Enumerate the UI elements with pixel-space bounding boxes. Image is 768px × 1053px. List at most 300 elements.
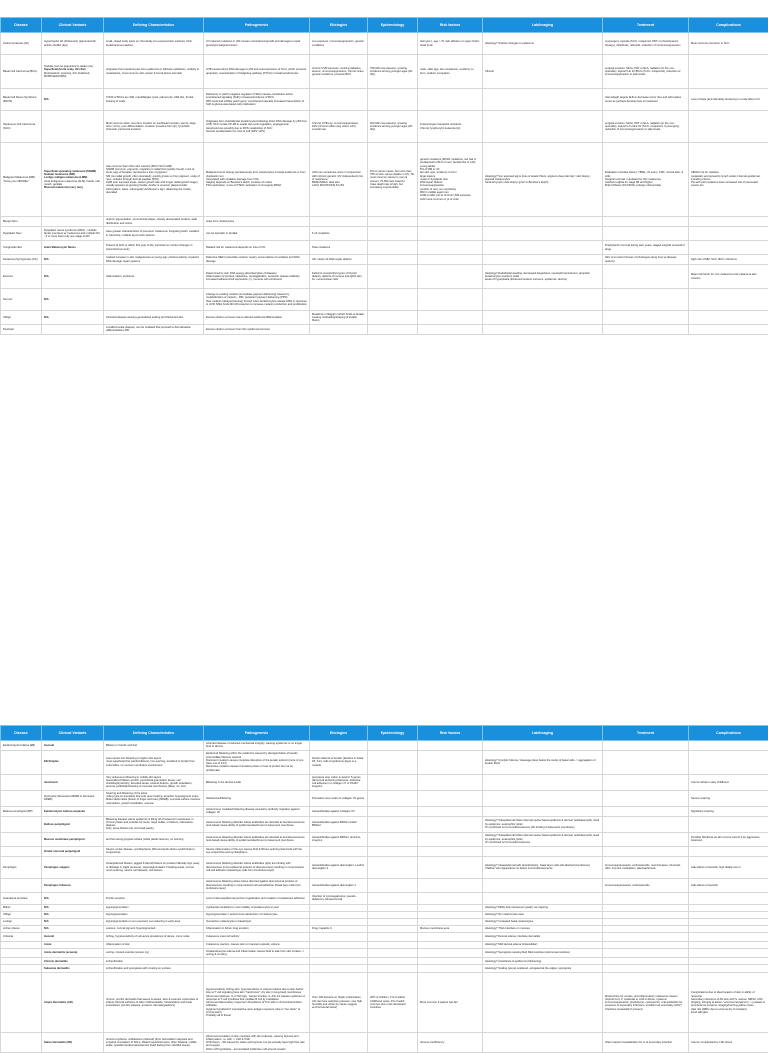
table-cell — [368, 289, 418, 311]
table-cell — [310, 941, 368, 948]
table-cell: Lichen planus — [1, 925, 42, 932]
table-cell: Sublaminar/blistering — [204, 790, 310, 806]
table-cell: Malignant tumor arising spontaneously from melanocytes in basal epidermis or from dysplastic nevi Associated with oxidative damage from UVA Staging depends on Breslow's depth, invasion of nodes P16 inactivation / Loss of PTEN / activation of oncogenic BRAF — [204, 143, 310, 217]
table-cell — [310, 932, 368, 941]
table-cell — [483, 806, 603, 816]
table-cell — [418, 911, 483, 918]
table-cell: Histology? Endothelial swelling, decreased langerhans, neutrophil recruitment, apoptotic keratinocytes (sunburn cells) areas of hyperplasia (thickened stratum corneum, epidermis, dermis) — [483, 265, 603, 289]
table-cell: Congenital Nevi — [1, 241, 42, 255]
column-header: Disease — [1, 726, 42, 741]
table-cell — [603, 217, 689, 227]
table-cell: Mucous membrane pemphigoid — [42, 832, 104, 846]
table-cell — [603, 750, 689, 774]
table-cell: Nodular (can be pigmented in darker pts) Superficial (trunk scaly, thin flat) Morpheaform (scarring, thin ill-defined, MORPHEAFORM) — [42, 55, 104, 89]
table-cell — [603, 774, 689, 790]
table-cell — [603, 918, 689, 925]
table-cell: Epidermolysis bullosa (EB) — [1, 741, 42, 751]
table-cell: Bullous pemphigoid — [42, 816, 104, 832]
table-cell — [483, 774, 603, 790]
table-cell: Evaluation includes history, TBSE, LN exam, CXR, normal labs, & LDH Surgical removal: mandated for thin melanoma Interferon-alpha for stage IIB and higher Braf inhibitors (PLX4032) undergo clinical trials — [603, 143, 689, 217]
table-cell — [368, 806, 418, 816]
table-cell: Eczema — [1, 265, 42, 289]
table-cell: Ocular mucosal pemphigoid — [42, 846, 104, 856]
table-cell — [689, 948, 768, 958]
table-row — [1, 911, 768, 918]
table-cell: Can be complicated by LSD ulcers — [689, 1033, 768, 1053]
column-header: Etiologies — [310, 18, 368, 33]
table-cell: Arise from melanocytes — [204, 217, 310, 227]
table-cell: Basal Cell Carcinoma (BCC) — [1, 55, 42, 89]
table-cell — [310, 965, 368, 973]
table-cell: Dysplastic nevus syndrome (DNS) - multiple family members w/ melanoma and multiple DN - 5 or more have only one stage of DN — [42, 227, 104, 241]
table-cell: cryosurgery, topicals (5-FU, imiquimod, PDT or photodynamic therapy), diclofenac, retinoids, reduction of immunosuppression — [603, 33, 689, 55]
table-cell — [689, 892, 768, 904]
table-cell — [603, 904, 689, 911]
table-cell: Pruritic eruption — [104, 892, 204, 904]
disease-table-part-1 — [0, 17, 768, 335]
table-row — [1, 255, 768, 265]
table-cell: premature stop codon in laminin 5 genes (abnormal anchoring filaments, defective cell adhesion) or collagen 17 or PA-B4 integrins — [310, 774, 368, 790]
table-cell — [1, 958, 42, 965]
table-cell: Histology? Dermal edema; interface dermatitis — [483, 932, 603, 941]
table-cell: N/A — [42, 311, 104, 325]
table-cell: Pemphigus foliaceus — [42, 878, 104, 892]
table-cell: N/A — [42, 255, 104, 265]
table-row — [1, 948, 768, 958]
table-cell — [689, 325, 768, 335]
table-cell: skin type I, age > 70, fair/ albinism or upper limbs/ head trunk — [418, 33, 483, 55]
table-cell: Inflammation, erythema — [104, 265, 204, 289]
table-cell — [483, 311, 603, 325]
table-cell: Histology? Increased basal melanocytes — [483, 918, 603, 925]
table-cell: Intraepidermal blisters, jagged & flaccid blisters on positive Nikolsky sign (easy to dislodge or slight pressure). Hyperpigmentation if healing areas, not too much scarring. severe nail disease, oral lesions — [104, 856, 204, 878]
table-cell: Blistering disease where epidermis is lifting off of basement membrane; in chronic phase and possible for tense, large bullae, in blisters, edematous plaques itchy, tense blisters (do not break easily) — [104, 816, 204, 832]
table-cell — [1, 1033, 42, 1053]
table-row — [1, 925, 768, 932]
table-cell — [689, 904, 768, 911]
table-cell: chronic, pruritic dermatitis that waxes & wanes; face & extensor extremities of infants; flexural surfaces of older children/adults; Infant/elderly and linear excoriations (pruritic plaques, erosions, dermatographism) — [104, 973, 204, 1033]
table-cell — [42, 325, 104, 335]
table-cell: N/A — [42, 89, 104, 111]
table-row — [1, 241, 768, 255]
table-cell — [483, 289, 603, 311]
table-cell — [689, 918, 768, 925]
table-cell — [418, 958, 483, 965]
table-cell: Blisters on hands and feet — [104, 741, 204, 751]
table-cell — [310, 1033, 368, 1053]
column-header: Epidemiology — [368, 18, 418, 33]
table-cell — [418, 965, 483, 973]
table-cell: Localized scale plaques, can be modeled that proceed to dermabrasion (differentiation) MFI — [104, 325, 204, 335]
column-header: Etiologies — [310, 726, 368, 741]
table-cell: Present at birth or within first year of life; important to monitor changes in size/color/symmetry — [104, 241, 204, 255]
table-cell: Can be lethal in early childhood — [689, 774, 768, 790]
table-cell: Less severe but blistering to higher skin layers most superficial (but painful blisters), non-scarring, localized to border from extremities, no mucous membrane involvement — [104, 750, 204, 774]
table-cell — [418, 832, 483, 846]
table-cell — [689, 816, 768, 832]
column-header: Treatment — [603, 726, 689, 741]
table-cell: uniform pigmentation, symmetrical shape, sharply demarcated borders, wide distribution and colors — [104, 217, 204, 227]
table-cell — [1, 774, 42, 790]
table-cell: oozing, crusted vesicles (poison ivy) — [104, 948, 204, 958]
table-cell: Vitiligo — [1, 311, 42, 325]
table-cell: and fine along gingival surface (white plastic lesions), no scarring — [104, 832, 204, 846]
table-cell — [603, 911, 689, 918]
table-cell — [368, 878, 418, 892]
table-cell: TONS of BCCs as child, mandible/jaw cysts, palmar pits, bifid ribs, frontal bossing of scalp — [104, 89, 204, 111]
table-row — [1, 856, 768, 878]
table-cell: Basal Cell Nevus Syndrome (BCNS) — [1, 89, 42, 111]
table-cell: Excess stratum corneum due to altered epidermal differentiation — [204, 311, 310, 325]
table-cell — [603, 958, 689, 965]
table-cell: Defective NER (nucleotide excision repair), accumulation of oxidative and DNA damage — [204, 255, 310, 265]
table-cell: Loss of taste (and ultimately lessening in a side effect of it — [689, 89, 768, 111]
table-cell — [310, 958, 368, 965]
table-cell — [104, 289, 204, 311]
table-cell — [310, 948, 368, 958]
table-row — [1, 89, 768, 111]
table-cell — [689, 958, 768, 965]
table-cell: Severe scarring — [689, 790, 768, 806]
table-cell — [310, 846, 368, 856]
table-cell: High risk of MM, SCC, BCC; infections — [689, 255, 768, 265]
disease-table-part-2 — [0, 725, 768, 1053]
table-cell: side effects of steroids — [689, 878, 768, 892]
table-cell — [368, 265, 418, 289]
table-cell: Histology? Intraepidermal split (acantholysis), basal layer cells still attached (tombstone) Children who appearance w/ detect immunofluorescence — [483, 856, 603, 878]
table-cell — [418, 741, 483, 751]
table-cell: Sun tan — [1, 289, 42, 311]
table-cell — [1, 965, 42, 973]
table-cell — [418, 289, 483, 311]
table-cell — [418, 255, 483, 265]
table-cell: Epidermolysis bullosa acquisita — [42, 806, 104, 816]
table-cell: Loss of dermoepidermal junction organization and mutation of sebaceous adhesion — [204, 892, 310, 904]
table-cell — [368, 227, 418, 241]
table-row — [1, 750, 768, 774]
table-cell — [418, 265, 483, 289]
table-cell — [1, 816, 42, 832]
table-cell: Autoantibodies against Collagen VII — [310, 806, 368, 816]
table-cell: can be sporadic or familial — [204, 227, 310, 241]
table-cell: Chronic UVB exp, immunosuppressive, HPV (chronic inflam (leg ulcers, HIV), xeroderma) — [310, 111, 368, 143]
table-cell — [418, 878, 483, 892]
table-cell: Scarring and blistering of the joints milia (cysts on knuckles) that scar upon healing; atrophic/ hyperpigment scars, Mitten deformities (fusion of finger and toes) (RDEB), mucosal surface involves: malnutrition, growth retardation, anemia — [104, 790, 204, 806]
table-cell — [418, 325, 483, 335]
table-cell: Inflammation of skin — [104, 941, 204, 948]
table-cell — [689, 965, 768, 973]
table-cell: Keratin defects w/ keratin (keratins in basal K5, K14, cells of epidermis (layer is a mutant) — [310, 750, 368, 774]
table-cell: surgical excision, Mohs, PDT or ELA, radiation (in the non-operable), topical 5-fu for BCCs (5-FU, imiquimod), reduction of immunosuppression to safe levels — [603, 55, 689, 89]
table-cell: Autoimmune mediated blistering disease caused by antibody migration against collagen VII — [204, 806, 310, 816]
table-cell — [603, 816, 689, 832]
table-cell: Pemphigus — [1, 856, 42, 878]
table-cell — [689, 741, 768, 751]
table-cell: Acute dermatitis (eczema) — [42, 948, 104, 958]
table-cell — [204, 958, 310, 965]
table-cell — [603, 265, 689, 289]
table-cell: General — [42, 932, 104, 941]
table-cell: Has common than other skin cancers (BCC>SCC>MM) SSMM (common, pigment), migration in radial first (quickly found), most of trunk, legs of females; represents a loss of pigment. NM (no radial growth, often ulcerated), quickly grows up from pigment, scalp of men, nodules through dermal papillae (50%) LMM (sun exposed areas, slower growth rate and longer radial growth stage), usually appears as growing freckle, border is unusual; plaque border ALM (palms, soles, subungual) Hutchinson's sign; darkening the cuticle, ulcerated — [104, 143, 204, 217]
table-row — [1, 904, 768, 911]
table-cell — [689, 217, 768, 227]
table-row — [1, 289, 768, 311]
table-cell: Prophylactic removal during teen years, staged surgical removals if large — [603, 241, 689, 255]
table-cell: Cutaneous reaction, causes skin on transient episode, edema — [204, 941, 310, 948]
table-cell: Premature stop codon in collagen VII genes — [310, 790, 368, 806]
table-cell — [483, 846, 603, 856]
table-cell — [310, 89, 368, 111]
table-cell: Superficial spreading melanoma (SSMM) Nodular melanoma (NM) Lentigo maligna melanoma (LMM) Acral lentiginous melanoma (ALM), hands, nail, mouth, genitals Mucosal melanoma (very rare) — [42, 143, 104, 217]
table-cell: Giant Melanocytic Nevus — [42, 241, 104, 255]
table-cell — [310, 217, 368, 227]
table-cell: Severe ocular disease, symblepharon (fibrous bands where eyelid binds to conjunctiva) — [104, 846, 204, 856]
table-cell — [104, 878, 204, 892]
table-cell — [1, 878, 42, 892]
table-cell: Most common precursor to SCC — [689, 33, 768, 55]
table-cell: Cutaneous mast cell activity — [204, 932, 310, 941]
table-cell: More common if patient has AD — [418, 973, 483, 1033]
table-cell — [368, 1033, 418, 1053]
table-cell — [483, 741, 603, 751]
table-cell: Lesions; normal pigment hyperpigmented — [104, 925, 204, 932]
table-cell — [42, 111, 104, 143]
table-cell: Severe inflammation of the eye causes fluid & fibrous scarring that binds with the eye conjunctiva and symblepharon — [204, 846, 310, 856]
table-cell — [483, 241, 603, 255]
table-cell — [204, 965, 310, 973]
table-cell: Skin is to insist richness of phototypes (long time w/ disease options) — [603, 255, 689, 265]
column-header: Pathogenesis — [204, 18, 310, 33]
table-cell — [1, 846, 42, 856]
table-cell — [368, 774, 418, 790]
table-cell — [368, 816, 418, 832]
table-cell: genetic mutations (MC1R mutations, red hair & predisposal to BLS of men; familial hist of p16) young adults 5% of MM in US fair skin type, tendency to burn large lesions molar or dysplastic skin DNA repair defects immunosuppression number of nevi, sun sensitivity MM in middle aged men LMM in older pts w/ chronic UVB exposure ALM more common in pt of color — [418, 143, 483, 217]
table-cell — [368, 892, 418, 904]
table-cell: Deficiency in patch (negative regulator of SHh) causes constitutive active smoothened signaling (SHh) increased incidence of BCC With tools and inhibits patch gene; smoothened cascade increased transcription of SHh & glioma associated cell proliferation — [204, 89, 310, 111]
table-cell: Autoantibodies against desmoglein 1 — [310, 878, 368, 892]
table-row — [1, 111, 768, 143]
table-cell: Failed to monitor/limit types of thyroid defects, defects of immune & English skin bx, mononuclear cells — [310, 265, 368, 289]
table-cell: originates from keratinocytes from epidermis or follicular epithelium, unlikely to metastasize, most common skin cancer & found above stomach — [104, 55, 204, 89]
table-cell — [418, 941, 483, 948]
table-cell — [310, 911, 368, 918]
table-row — [1, 846, 768, 856]
table-cell: Histology? Surface changes to epidermis — [483, 33, 603, 55]
table-cell — [1, 790, 42, 806]
table-cell — [368, 932, 418, 941]
table-cell: Significant scarring — [689, 806, 768, 816]
table-row — [1, 33, 768, 55]
table-cell — [368, 325, 418, 335]
table-cell: Mutations in filaggrin (which binds to keratin, causing modulating/shaping of keratin fibers) — [310, 311, 368, 325]
table-cell: Pemphigus vulgaris — [42, 856, 104, 878]
column-header: Complications — [689, 726, 768, 741]
table-cell — [483, 255, 603, 265]
table-cell: AR, nearly 10 DNA repair defects — [310, 255, 368, 265]
table-cell — [368, 311, 418, 325]
table-row — [1, 816, 768, 832]
table-cell: Complications due to ideal location of skin in ability of response Secondary infections of AD skin with S. aureus, MRSA, HSV (tingling, stinging at lesion / eczema herpeticum) -> pustules & punched-out erosions, stinging/burning-yellow crusts Vast risk (ABPs due to eczema dry & resistant) Food allergies — [689, 973, 768, 1033]
table-cell: small, raised scaly spots on chronically sun-exposed skin surfaces; thick keratinaceous patches — [104, 33, 204, 55]
table-cell — [368, 33, 418, 55]
table-cell: Autoimmune blistering disorder where antibodies are directed at hemidesmosomes (sub-basal) cause ability of epidermal attachment to basement membrane — [204, 816, 310, 832]
table-cell: marked increase in skin malignancies at young age; photosensitivity; impaired DNA damage repair systems — [104, 255, 204, 265]
table-row — [1, 806, 768, 816]
column-header: Disease — [1, 18, 42, 33]
table-cell: Lentigo — [1, 918, 42, 925]
table-cell: Overactive melanocytes in basal layer — [204, 918, 310, 925]
table-cell — [603, 832, 689, 846]
table-cell — [418, 89, 483, 111]
column-header: Pathogenesis — [204, 726, 310, 741]
table-cell: Infection of cytomegalovirus, pseudo-deficiency (streptococcal) — [310, 892, 368, 904]
table-cell: male, older age, fair complexion, tendency to burn, outdoor occupation — [418, 55, 483, 89]
table-cell: Vismodegib targets SHh to decrease tumor size and will replace tumor as perhaps development on treatment — [603, 89, 689, 111]
column-header: Epidemiology — [368, 726, 418, 741]
table-cell — [418, 816, 483, 832]
table-cell: Change to existing melanin (immediate pigment darkening) caused by metabolization of melanin - IPD; persistent pigment darkening (PPD) New melanin (delayed tanning) formed when keratinocytes release MSH in response to UVR; MSH binds MC1R receptors to increase melanin production and proliferation — [204, 289, 310, 311]
table-cell — [483, 878, 603, 892]
table-cell: Autoimmune blistering disorder where antibodies are directed at hemidesmosomes (sub-basal) cause ability of epidermal attachment to basement membrane — [204, 832, 310, 846]
table-cell — [603, 941, 689, 948]
table-cell: 200,000 new cases/yr, growing incidence among younger ages (20-40y) — [368, 111, 418, 143]
table-cell — [368, 750, 418, 774]
table-cell: Related risk for melanoma depends on size of CN — [204, 241, 310, 255]
header-row — [1, 726, 768, 741]
table-cell — [1, 948, 42, 958]
table-cell: Itching, hypersensitivity of sub-acute prevalence of dense, minor scale — [104, 932, 204, 941]
column-header: Risk factors — [418, 18, 483, 33]
table-cell: Subacute dermatitis — [42, 965, 104, 973]
table-cell: Abnormal circulation of skin complete with skin (edema), causing dryness and inflammation: i.e. with -> LSD & VSD DVD theory - SD caused by stasis and hypoxia, but pts actually have high flow rate and oxygen Fibrin cuff hypothesis - accumulated ineffective cuff around vessels — [204, 1033, 310, 1053]
table-cell — [603, 965, 689, 973]
table-cell — [689, 241, 768, 255]
table-cell: Possible blindness as skin occurs correct if an aggressive treatment — [689, 832, 768, 846]
table-cell: Clinical — [483, 55, 603, 89]
table-cell: Venous insufficiency — [418, 1033, 483, 1053]
table-row — [1, 918, 768, 925]
table-cell: Hyperpigmentation — [104, 904, 204, 911]
table-cell: Lichenification and spongiosis with crusting on surface — [104, 965, 204, 973]
table-cell: Granuloma annulare — [1, 892, 42, 904]
table-cell: Hypersensitivity, itching skin: hypersensitivity to various irritants due to skin barrier loss w/ T cell signaling (less skin "hard-times"; dry skin in long-heal) membranes Abnormal cytokines: IL-4 Th2 high - barrier function, IL-4/IL-13 release cytokines on response to T-cell cytokines that mediate B cell Ig modulation Abnormal inflammatory response? Abundance of Th2 cells in chronic/intermittent infiltrates Hygiene hypothesis? overreactive upon antigen exposure (due to "too clean" of environment) Probably all of these! — [204, 973, 310, 1033]
table-cell — [368, 958, 418, 965]
table-cell — [689, 941, 768, 948]
table-cell — [42, 217, 104, 227]
table-cell: Blistering in the lamina lucida — [204, 774, 310, 790]
table-cell — [368, 89, 418, 111]
table-row — [1, 941, 768, 948]
table-cell: Nras mutations — [310, 241, 368, 255]
table-cell — [689, 111, 768, 143]
table-cell — [483, 325, 603, 335]
column-header: Complications — [689, 18, 768, 33]
table-row — [1, 311, 768, 325]
table-cell — [603, 325, 689, 335]
table-cell: Atopic Dermatitis (AD) — [42, 973, 104, 1033]
table-cell — [483, 111, 603, 143]
table-row — [1, 227, 768, 241]
table-cell — [689, 750, 768, 774]
table-row — [1, 892, 768, 904]
table-cell — [368, 911, 418, 918]
table-cell — [418, 948, 483, 958]
table-cell: 6 nd mutations — [310, 227, 368, 241]
table-row — [1, 1033, 768, 1053]
table-cell — [418, 227, 483, 241]
table-cell — [1, 941, 42, 948]
table-cell — [689, 311, 768, 325]
table-cell — [418, 790, 483, 806]
table-cell: Stasis Dermatitis (SD) — [42, 1033, 104, 1053]
table-cell — [368, 790, 418, 806]
table-cell — [603, 846, 689, 856]
table-cell: Autoantibodies against desmoglein 1 and/or desmoglein 3 — [310, 856, 368, 878]
table-cell: Arsenic/organ transplant recipients Chronic lymphocytic leukemia (pt) — [418, 111, 483, 143]
column-header: Clinical Variants — [42, 726, 104, 741]
column-header: Defining Characteristics — [104, 18, 204, 33]
table-cell: Histology? Scaling (some) scattered, elongated at the edges; spongiosis — [483, 965, 603, 973]
table-row — [1, 832, 768, 846]
table-cell: ABCDs not for residual metastatic and spread to lymph nodes / dermal-epidermal, including chemo Pts with p16 mutations have increased risk of pancreatic cancer too — [689, 143, 768, 217]
table-cell: Autoantibodies against BPAG2, laminins, integrins — [310, 832, 368, 846]
table-cell: Histology? Mild dermal edema (intracellular) — [483, 941, 603, 948]
table-cell: UV induced mutations in p53 causes unrestrained growth and damage to repair genes/premalignant lesion — [204, 33, 310, 55]
table-cell: Histology? Spongiosis causing fluid filled vesicles (subcorneal vesicles) — [483, 948, 603, 958]
table-cell: Originates from interfollicular keratinocytes following direct DNA damage by p53 from UVB, SCC mutate NF-kB to evade cell-cycle regulation, angiogenesis Apoptosis loss possibly due to ROS metabolism of SCC Genetic predisposition for loss of p16 (HPV, HPV) — [204, 111, 310, 143]
table-row — [1, 958, 768, 965]
table-cell: Histology? Mildly fully interwoven (pearl) not trapping — [483, 904, 603, 911]
column-header: Lab/Imaging — [483, 726, 603, 741]
table-cell — [310, 918, 368, 925]
table-cell — [368, 832, 418, 846]
table-cell — [310, 904, 368, 911]
table-cell: Histology? Thick interface on mucosa — [483, 925, 603, 932]
table-cell: Immunosuppressants; corticosteroids — [603, 878, 689, 892]
table-cell: N/A — [42, 892, 104, 904]
document-page-1 — [0, 0, 768, 512]
table-cell: Drug, hepatitis C — [310, 925, 368, 932]
table-cell: Junctional — [42, 774, 104, 790]
table-cell: N/A — [42, 911, 104, 918]
table-cell — [689, 846, 768, 856]
table-cell — [418, 750, 483, 774]
table-row — [1, 143, 768, 217]
table-cell: Psoriasis — [1, 325, 42, 335]
table-cell — [1, 750, 42, 774]
table-row — [1, 932, 768, 941]
table-cell: Dysplastic Nevi — [1, 227, 42, 241]
table-cell — [368, 741, 418, 751]
table-cell: Urticaria — [1, 932, 42, 941]
table-cell: Hyperpigmentation in sun-exposed, sun-reducing in early area — [104, 918, 204, 925]
column-header: Clinical Variants — [42, 18, 104, 33]
table-row — [1, 217, 768, 227]
table-cell: Vitiligo — [1, 911, 42, 918]
table-row — [1, 325, 768, 335]
table-cell — [603, 790, 689, 806]
table-cell — [689, 55, 768, 89]
table-cell: Very arduous to blistering in middle skin layers Generalized blisters at birth; periorificial granulation tissue; nail shedding/dystrophy; denuded areas; enamel defects; growth retardation; anemia; epithelial blistering of mucosal membranes (Resp, GI, GU) — [104, 774, 204, 790]
table-cell — [603, 289, 689, 311]
table-row — [1, 878, 768, 892]
table-cell: Benign Nevi — [1, 217, 42, 227]
table-cell — [689, 289, 768, 311]
table-row — [1, 265, 768, 289]
table-cell — [418, 918, 483, 925]
table-cell — [368, 241, 418, 255]
table-cell: Actinic Keratosis (AK) — [1, 33, 42, 55]
